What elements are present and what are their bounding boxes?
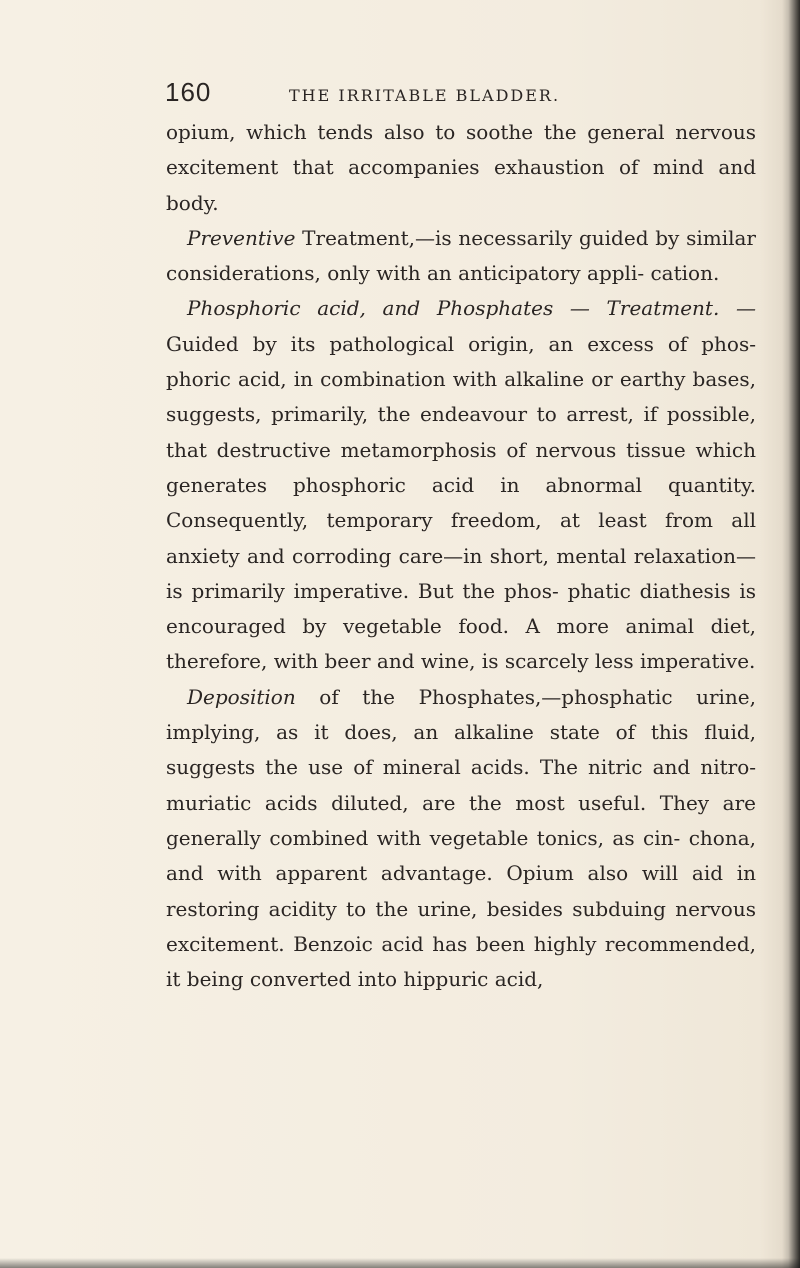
paragraph-deposition-heading: Deposition: [187, 684, 296, 709]
page-number: 160: [165, 77, 212, 107]
paragraph-preventive-text: Treatment,—is necessarily guided by similar considerations, only with an anticipatory appli- cation.: [166, 225, 756, 286]
paragraph-deposition: [166, 680, 756, 998]
running-title: THE IRRITABLE BLADDER.: [289, 86, 561, 105]
paragraph-phosphoric-acid: [166, 291, 756, 679]
paragraph-phosphoric-text: Guided by its pathological origin, an excess of phos- phoric acid, in combination with alkaline or earthy bases, suggests, primarily, the endeavour to arrest, if possible, that destructive metamorphosis of nervous tissue which generates phosphoric acid in abnormal quantity. Consequently, temporary freedom, at least from all anxiety and corroding care—in short, mental relaxation—is primarily imperative. But the phos- phatic diathesis is encouraged by vegetable food. A more animal diet, therefore, with beer and wine, is scarcely less imperative.: [166, 331, 756, 674]
paragraph-opium: [166, 115, 756, 221]
paragraph-deposition-text: of the Phosphates,—phosphatic urine, implying, as it does, an alkaline state of this fluid, suggests the use of mineral acids. The nitric and nitro-muriatic acids diluted, are the most useful. They are generally combined with vegetable tonics, as cin- chona, and with apparent advantage. Opium also will aid in restoring acidity to the urine, besides subduing nervous excitement. Benzoic acid has been highly recommended, it being converted into hippuric acid,: [166, 684, 756, 992]
paragraph-phosphoric-heading: Phosphoric acid, and Phosphates — Treatment. —: [187, 296, 756, 321]
paragraph-preventive-treatment: [166, 221, 756, 292]
page-edge-shadow: [782, 0, 800, 1268]
paragraph-preventive-heading: Preventive: [187, 225, 296, 250]
paragraph-opium-text: opium, which tends also to soothe the general nervous excitement that accompanies exhaustion of mind and body.: [166, 120, 756, 215]
body-text: [166, 115, 756, 997]
page-bottom-shadow: [0, 1258, 800, 1268]
